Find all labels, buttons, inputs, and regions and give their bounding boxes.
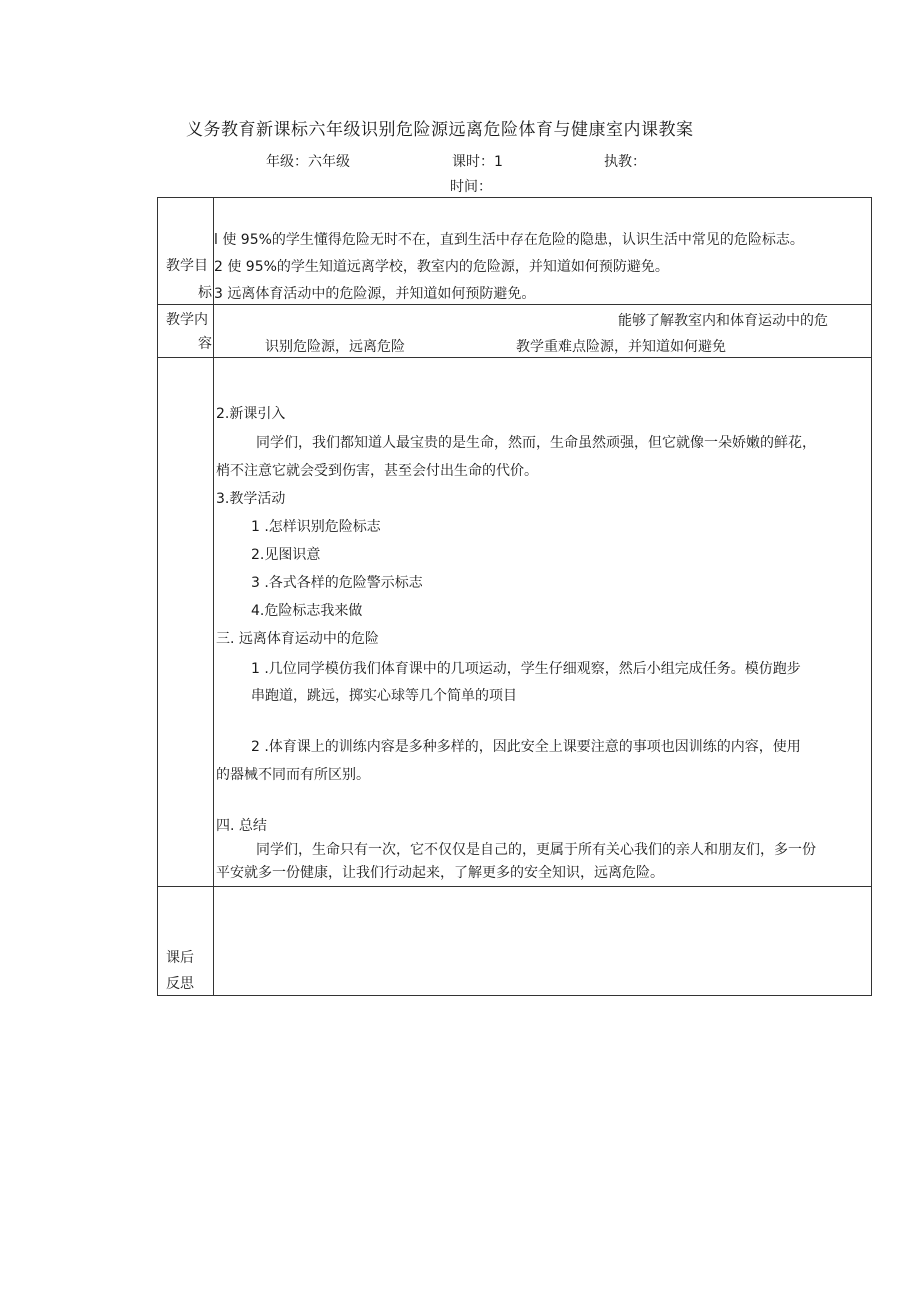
sports-item-1-line2: 串跑道，跳远，掷实心球等几个简单的项目 [251,688,517,704]
section-sports-danger-title: 三. 远离体育运动中的危险 [216,631,379,647]
row-divider-objectives [158,304,871,305]
activity-item-2: 2.见图识意 [251,547,321,563]
grade-field: 年级：六年级 [266,154,350,170]
objective-item-3: 3 远离体育活动中的危险源，并知道如何预防避免。 [214,286,536,302]
lesson-plan-table [157,197,872,996]
document-title: 义务教育新课标六年级识别危险源远离危险体育与健康室内课教案 [186,120,694,140]
sports-item-1-line1: 1 .几位同学模仿我们体育课中的几项运动，学生仔细观察，然后小组完成任务。模仿跑步 [251,661,801,677]
teaching-topic: 识别危险源，远离危险 [265,339,405,355]
sports-item-2-line1: 2 .体育课上的训练内容是多种多样的，因此安全上课要注意的事项也因训练的内容，使用 [251,739,801,755]
row-divider-process [158,886,871,887]
teacher-field: 执教： [604,154,646,170]
section-activities-title: 3.教学活动 [216,491,286,507]
row-divider-content [158,357,871,358]
content-label-line2: 容 [198,336,212,352]
objectives-label-line2: 标 [198,285,212,301]
key-points-label: 教学重难点 [516,339,586,355]
key-points-text-line2: 险源，并知道如何避免 [586,339,726,355]
reflection-label-line2: 反思 [166,976,194,992]
section-new-lesson-title: 2.新课引入 [216,406,286,422]
key-points-text-line1: 能够了解教室内和体育运动中的危 [618,313,828,329]
summary-paragraph-line1: 同学们，生命只有一次，它不仅仅是自己的，更属于所有关心我们的亲人和朋友们，多一份 [256,842,816,858]
section-summary-title: 四. 总结 [216,818,267,834]
activity-item-1: 1 .怎样识别危险标志 [251,519,381,535]
reflection-label-line1: 课后 [166,950,194,966]
objective-item-2: 2 使 95%的学生知道远离学校，教室内的危险源，并知道如何预防避免。 [214,259,669,275]
objectives-label-line1: 教学目 [166,258,208,274]
period-field: 课时：1 [452,154,503,170]
new-lesson-paragraph-line1: 同学们，我们都知道人最宝贵的是生命，然而，生命虽然顽强，但它就像一朵娇嫩的鲜花， [256,435,816,451]
activity-item-4: 4.危险标志我来做 [251,603,363,619]
objective-item-1: l 使 95%的学生懂得危险无时不在，直到生活中存在危险的隐患，认识生活中常见的危险标志。 [214,232,804,248]
summary-paragraph-line2: 平安就多一份健康，让我们行动起来，了解更多的安全知识，远离危险。 [216,865,664,881]
label-column-divider [213,198,214,995]
time-field: 时间： [450,179,492,195]
sports-item-2-line2: 的器械不同而有所区别。 [216,767,370,783]
activity-item-3: 3 .各式各样的危险警示标志 [251,575,423,591]
new-lesson-paragraph-line2: 梢不注意它就会受到伤害，甚至会付出生命的代价。 [216,463,538,479]
content-label-line1: 教学内 [166,312,208,328]
